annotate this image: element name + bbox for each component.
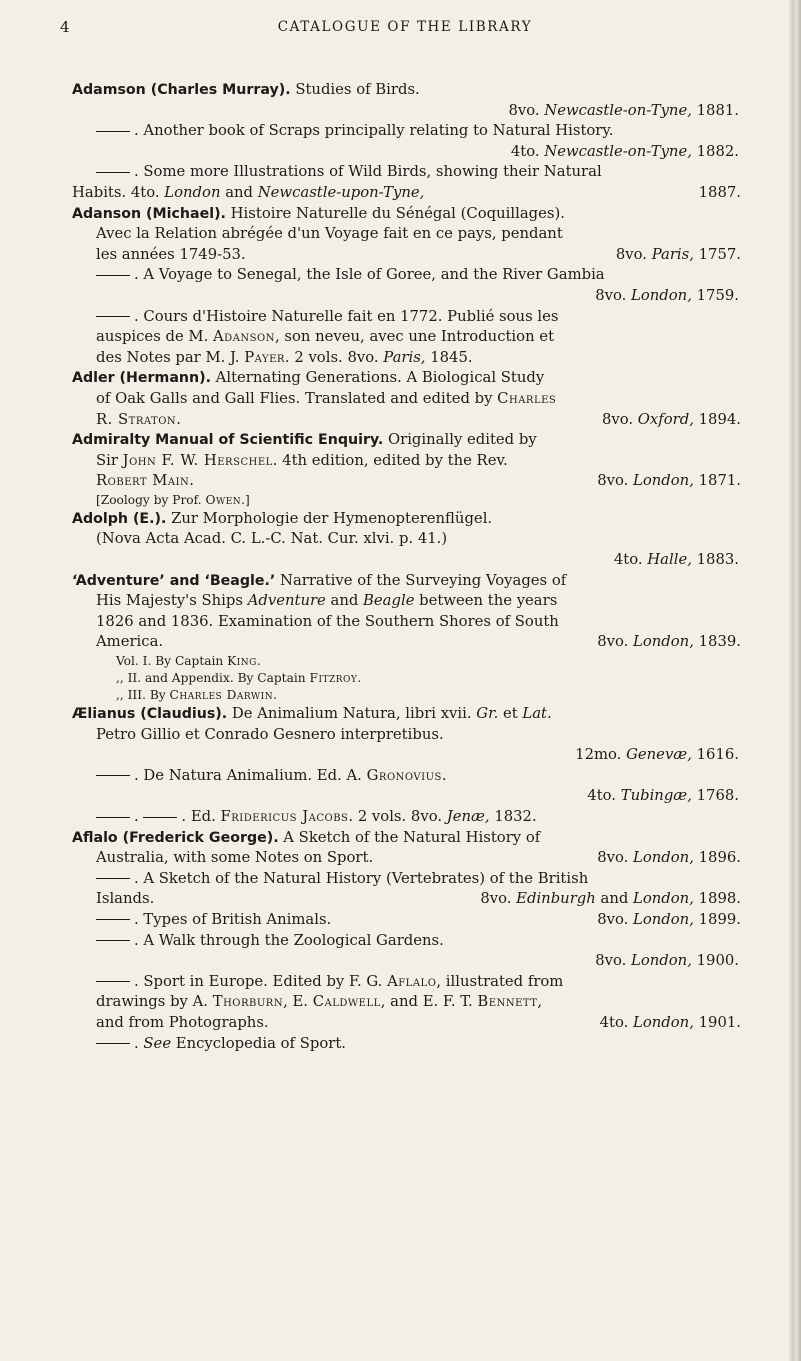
- ditto-dash: [96, 775, 130, 776]
- entry-text: (Nova Acta Acad. C. L.-C. Nat. Cur. xlvi. p. 41.): [96, 530, 448, 548]
- entry-line: [72, 529, 741, 550]
- place: Tubingæ,: [620, 787, 692, 805]
- format: 8vo.: [615, 245, 652, 263]
- entry-imprint: [602, 410, 741, 431]
- entry-adler: [72, 368, 741, 430]
- entry-text: .: [189, 472, 195, 490]
- entry-adolph: [72, 509, 741, 571]
- entry-imprint: [600, 1013, 741, 1034]
- ditto-dash: [96, 172, 130, 173]
- entry-heading: Ælianus (Claudius).: [72, 706, 228, 723]
- format: 8vo.: [597, 633, 634, 651]
- running-head: CATALOGUE OF THE LIBRARY: [277, 19, 533, 35]
- entry-line: [72, 972, 741, 993]
- entry-title: . A Walk through the Zoological Gardens.: [134, 931, 444, 949]
- entry-text: drawings by A.: [96, 993, 213, 1011]
- year: 1757.: [693, 245, 741, 263]
- volume-line: [72, 653, 741, 670]
- year: 1832.: [489, 808, 537, 825]
- entry-heading: Adolph (E.).: [72, 510, 167, 527]
- volume-text: .: [357, 671, 362, 686]
- entry-line: [72, 910, 741, 931]
- format: . 2 vols. 8vo.: [348, 808, 447, 825]
- entry-line: [72, 1034, 741, 1055]
- ditto-dash: [96, 316, 130, 317]
- entry-title: . De Natura Animalium. Ed. A.: [134, 766, 367, 784]
- ditto-dash: [96, 275, 130, 276]
- ditto-dash: [96, 878, 130, 879]
- entry-imprint: [597, 910, 741, 931]
- entry-text: . Ed.: [181, 808, 221, 825]
- year: 1896.: [693, 849, 741, 867]
- place: Newcastle-on-Tyne,: [544, 101, 692, 119]
- volume-text: .: [256, 654, 261, 669]
- year: 1839.: [693, 633, 741, 651]
- entry-text: Habits. 4to.: [72, 183, 165, 201]
- entry-text: Islands.: [96, 890, 155, 908]
- person-name: Fitzroy: [309, 671, 358, 686]
- place: London: [164, 183, 221, 201]
- year: 1871.: [693, 472, 741, 490]
- entry-admiralty: [72, 430, 741, 509]
- format: 4to.: [613, 551, 648, 569]
- entry-title: Studies of Birds.: [290, 81, 420, 98]
- person-name: Bennett: [477, 993, 538, 1011]
- volume-text: .: [273, 688, 277, 703]
- entry-title: . Sport in Europe. Edited by F. G.: [134, 972, 388, 990]
- entry-imprint: [72, 142, 741, 163]
- entry-text: Avec la Relation abrégée d'un Voyage fait en ce pays, pendant: [96, 225, 563, 243]
- entry-text: of Oak Galls and Gall Flies. Translated and edited by: [96, 389, 498, 407]
- format: 8vo.: [597, 849, 634, 867]
- entry-line: [72, 591, 741, 612]
- person-name: King: [227, 654, 257, 669]
- entry-line: [72, 410, 741, 431]
- entry-title: Originally edited by: [383, 431, 537, 449]
- entry-text: between the years: [414, 592, 558, 610]
- entry-text: America.: [96, 633, 164, 651]
- note-text: .]: [241, 492, 250, 507]
- entry-line: [72, 162, 741, 183]
- entry-line: [72, 80, 741, 101]
- entry-text: Encyclopedia of Sport.: [171, 1034, 346, 1052]
- entry-text: , illustrated from: [436, 972, 564, 990]
- volume-line: [72, 670, 741, 687]
- year: 1616.: [691, 746, 739, 764]
- entry-line: [72, 327, 741, 348]
- entry-line: [72, 571, 741, 592]
- entry-title: Histoire Naturelle du Sénégal (Coquillages).: [225, 204, 565, 222]
- person-name: R. Straton: [96, 410, 177, 428]
- entry-line: [72, 807, 741, 828]
- entry-text: Petro Gillio et Conrado Gesnero interpretibus.: [96, 725, 444, 743]
- year: 1901.: [693, 1013, 741, 1031]
- volume-text: ,, III. By: [116, 688, 170, 703]
- entry-aelianus: [72, 704, 741, 828]
- place: Newcastle-on-Tyne,: [544, 142, 692, 160]
- entry-line: [72, 389, 741, 410]
- entry-line: [72, 612, 741, 633]
- entry-title: . Some more Illustrations of Wild Birds, showing their Natural: [134, 163, 602, 181]
- year: 1900.: [691, 952, 739, 970]
- entry-line: [72, 766, 741, 787]
- entry-text: , E.: [283, 993, 313, 1011]
- entry-line: [72, 869, 741, 890]
- person-name: Aflalo: [387, 972, 437, 990]
- entry-line: [72, 848, 741, 869]
- entry-imprint: [597, 848, 741, 869]
- catalogue-entries: [72, 80, 741, 1054]
- entry-line: [72, 368, 741, 389]
- entry-text: .: [134, 1034, 144, 1052]
- entry-text: Australia, with some Notes on Sport.: [96, 849, 374, 867]
- entry-title: Alternating Generations. A Biological Study: [210, 369, 545, 387]
- entry-title: Zur Morphologie der Hymenopterenflügel.: [166, 509, 493, 527]
- entry-line: [72, 471, 741, 492]
- year: 1894.: [693, 410, 741, 428]
- entry-text: .: [176, 410, 181, 428]
- year: 1845.: [425, 348, 473, 366]
- volume-line: [72, 687, 741, 704]
- entry-imprint: [597, 471, 741, 492]
- place: Newcastle-upon-Tyne,: [257, 183, 425, 201]
- entry-line: [72, 704, 741, 725]
- entry-line: [72, 931, 741, 952]
- place: London,: [633, 890, 694, 908]
- entry-imprint: [597, 632, 741, 653]
- place: Paris,: [383, 348, 426, 366]
- entry-adventure-beagle: [72, 571, 741, 704]
- format: 8vo.: [601, 410, 638, 428]
- ditto-dash: [96, 1043, 130, 1044]
- entry-text: Sir: [96, 451, 123, 469]
- ship-name: Beagle: [363, 592, 415, 610]
- entry-text: and: [595, 890, 634, 908]
- year: 1899.: [693, 910, 741, 928]
- entry-line: [72, 828, 741, 849]
- ditto-dash: [143, 817, 177, 818]
- place: London,: [631, 952, 692, 970]
- place: Edinburgh: [516, 890, 596, 908]
- place: London,: [633, 910, 694, 928]
- entry-title: De Animalium Natura, libri xvii.: [227, 705, 477, 723]
- entry-imprint: [72, 101, 741, 122]
- entry-imprint: [616, 245, 741, 266]
- entry-line: [72, 265, 741, 286]
- entry-line: [72, 725, 741, 746]
- format: 8vo.: [508, 101, 545, 119]
- entry-text: 1826 and 1836. Examination of the Southern Shores of South: [96, 612, 559, 630]
- year: 1887.: [698, 183, 741, 201]
- entry-aflalo: [72, 828, 741, 1055]
- format: 8vo.: [595, 286, 632, 304]
- entry-imprint: [72, 745, 741, 766]
- place: Halle,: [647, 551, 692, 569]
- entry-heading: Adanson (Michael).: [72, 205, 226, 222]
- entry-heading: Aflalo (Frederick George).: [72, 829, 279, 846]
- format: 8vo.: [597, 910, 634, 928]
- entry-title: A Sketch of the Natural History of: [278, 828, 541, 846]
- person-name: Fridericus Jacobs: [220, 808, 349, 825]
- person-name: Adanson: [212, 328, 275, 346]
- place: London,: [633, 1013, 694, 1031]
- volume-text: Vol. I. By Captain: [116, 654, 228, 669]
- note-text: [Zoology by Prof.: [96, 492, 206, 507]
- entry-line: [72, 183, 741, 204]
- place: Paris,: [651, 245, 694, 263]
- entry-heading: Adler (Hermann).: [72, 370, 211, 387]
- entry-line: [72, 348, 741, 369]
- year: 1768.: [691, 787, 739, 805]
- entry-title: Narrative of the Surveying Voyages of: [275, 571, 567, 589]
- cross-reference: See: [143, 1034, 172, 1052]
- ditto-dash: [96, 131, 130, 132]
- entry-text: and from Photographs.: [96, 1013, 269, 1031]
- entry-title: . Cours d'Histoire Naturelle fait en 1772. Publié sous les: [134, 307, 559, 325]
- place: Oxford,: [637, 410, 694, 428]
- person-name: Charles: [497, 389, 557, 407]
- entry-text: ,: [537, 993, 543, 1011]
- entry-imprint: [72, 786, 741, 807]
- place: Genevæ,: [626, 746, 692, 764]
- entry-text: .: [441, 766, 447, 784]
- format: 8vo.: [595, 952, 632, 970]
- person-name: Payer: [244, 348, 285, 366]
- entry-line: [72, 430, 741, 451]
- entry-note: [72, 492, 741, 509]
- entry-adanson: [72, 204, 741, 369]
- format: 8vo.: [480, 890, 517, 908]
- place: London,: [633, 849, 694, 867]
- entry-heading: Admiralty Manual of Scientific Enquiry.: [72, 432, 384, 449]
- entry-heading: ‘Adventure’ and ‘Beagle.’: [72, 572, 276, 589]
- year: 1881.: [691, 101, 739, 119]
- year: 1882.: [691, 142, 739, 160]
- entry-line: [72, 121, 741, 142]
- entry-title: . Types of British Animals.: [134, 910, 332, 928]
- page-number: 4: [60, 18, 70, 36]
- person-name: Gronovius: [366, 766, 442, 784]
- person-name: Owen: [205, 492, 242, 507]
- entry-text: . 4th edition, edited by the Rev.: [272, 451, 508, 469]
- book-gutter-edge: [789, 0, 801, 1361]
- entry-text: and: [220, 183, 258, 201]
- entry-line: [72, 245, 741, 266]
- ship-name: Adventure: [247, 592, 326, 610]
- format: . 2 vols. 8vo.: [284, 348, 384, 366]
- format: 12mo.: [575, 746, 627, 764]
- entry-title: . Another book of Scraps principally relating to Natural History.: [134, 122, 614, 140]
- year: 1883.: [691, 551, 739, 569]
- entry-line: [72, 632, 741, 653]
- entry-line: [72, 451, 741, 472]
- entry-title: . A Sketch of the Natural History (Vertebrates) of the British: [134, 869, 589, 887]
- person-name: Charles Darwin: [169, 688, 274, 703]
- ditto-dash: [96, 940, 130, 941]
- ditto-dash: [96, 981, 130, 982]
- language: Gr.: [476, 705, 499, 723]
- entry-line: [72, 204, 741, 225]
- format: 4to.: [587, 787, 621, 805]
- year: 1898.: [693, 890, 741, 908]
- place: London,: [633, 633, 694, 651]
- format: 4to.: [510, 142, 545, 160]
- entry-line: [72, 307, 741, 328]
- entry-text: auspices de M.: [96, 328, 213, 346]
- entry-imprint: [72, 951, 741, 972]
- person-name: Robert Main: [96, 472, 190, 490]
- language: Lat.: [522, 705, 552, 723]
- entry-heading: Adamson (Charles Murray).: [72, 82, 291, 98]
- entry-text: His Majesty's Ships: [96, 592, 248, 610]
- entry-text: and: [325, 592, 364, 610]
- entry-line: [72, 1013, 741, 1034]
- ditto-dash: [96, 817, 130, 818]
- format: 4to.: [599, 1013, 634, 1031]
- entry-text: les années 1749-53.: [96, 245, 246, 263]
- entry-text: et: [498, 705, 523, 723]
- place: Jenæ,: [446, 808, 490, 825]
- entry-line: [72, 509, 741, 530]
- entry-line: [72, 889, 741, 910]
- entry-adamson: [72, 80, 741, 204]
- place: London,: [633, 472, 694, 490]
- person-name: John F. W. Herschel: [122, 451, 273, 469]
- person-name: Thorburn: [212, 993, 284, 1011]
- person-name: Caldwell: [312, 993, 381, 1011]
- entry-imprint: [72, 550, 741, 571]
- format: 8vo.: [597, 472, 634, 490]
- entry-line: [72, 992, 741, 1013]
- year: 1759.: [691, 286, 739, 304]
- entry-imprint: [480, 889, 741, 910]
- ditto-dash: [96, 919, 130, 920]
- entry-imprint: [72, 286, 741, 307]
- entry-text: .: [134, 808, 144, 825]
- entry-title: . A Voyage to Senegal, the Isle of Goree, and the River Gambia: [134, 266, 605, 284]
- volume-text: ,, II. and Appendix. By Captain: [116, 671, 310, 686]
- entry-text: des Notes par M. J.: [96, 348, 245, 366]
- page-header: [60, 18, 750, 40]
- place: London,: [631, 286, 692, 304]
- entry-text: , son neveu, avec une Introduction et: [274, 328, 555, 346]
- entry-line: [72, 224, 741, 245]
- entry-text: , and E. F. T.: [380, 993, 478, 1011]
